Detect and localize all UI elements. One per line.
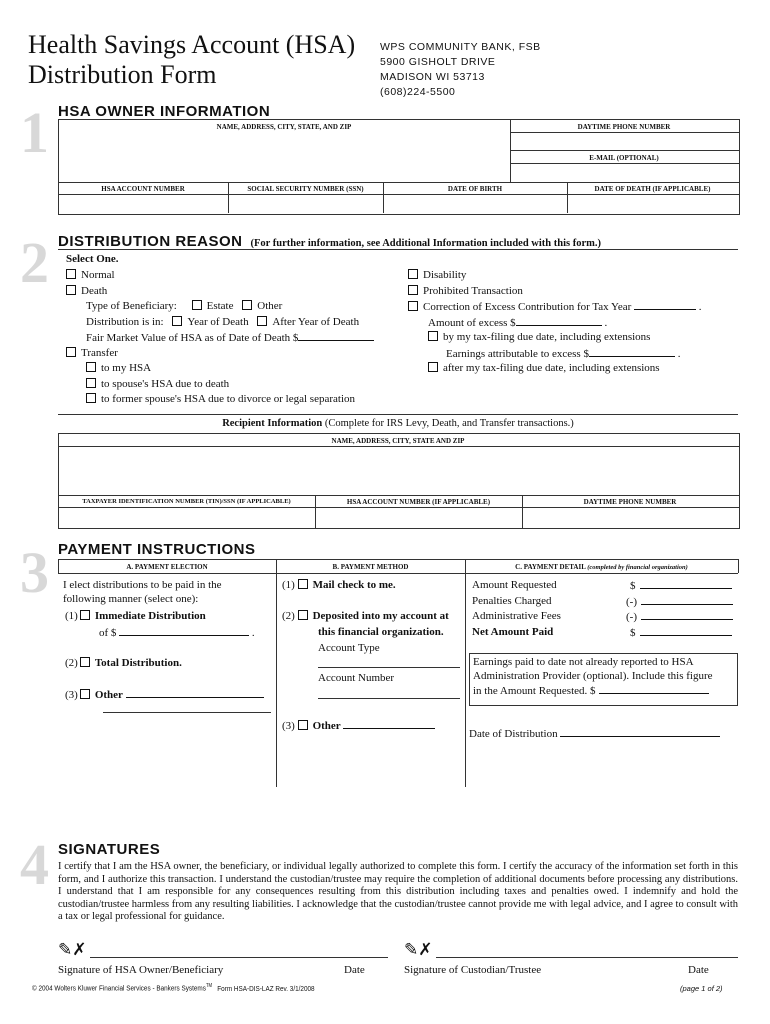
admin-fees-row: (-) — [626, 609, 733, 624]
recipient-name-field[interactable] — [60, 448, 736, 494]
option-to-my-hsa[interactable]: to my HSA — [86, 361, 151, 375]
col-ssn: SOCIAL SECURITY NUMBER (SSN) — [247, 185, 364, 193]
fair-market-value-row: Fair Market Value of HSA as of Date of Death $ — [86, 330, 374, 345]
earnings-box: Earnings paid to date not already reported to HSA Administration Provider (optional). Include this figure in the Amount Requested. $ — [469, 653, 738, 706]
amount-requested-field[interactable] — [640, 578, 732, 589]
checkbox-icon[interactable] — [86, 393, 96, 403]
col-recipient-hsa: HSA ACCOUNT NUMBER (IF APPLICABLE) — [346, 498, 491, 506]
pen-sign-icon: ✎✗ — [58, 940, 87, 960]
net-amount-row: $ — [630, 625, 732, 640]
date-of-distribution-row: Date of Distribution — [469, 726, 720, 741]
select-one-label: Select One. — [66, 253, 119, 265]
checkbox-icon[interactable] — [257, 316, 267, 326]
option-prohibited[interactable]: Prohibited Transaction — [408, 284, 523, 298]
method-option-2[interactable]: (2) Deposited into my account at — [282, 610, 449, 622]
checkbox-icon[interactable] — [428, 331, 438, 341]
earnings-attributable-row: Earnings attributable to excess $ . — [446, 348, 681, 360]
amount-excess-row: Amount of excess $ . — [428, 317, 608, 329]
method-option-1[interactable]: (1) Mail check to me. — [282, 579, 396, 591]
admin-fees-label: Administrative Fees — [472, 610, 561, 622]
amount-requested-row: $ — [630, 578, 732, 593]
col-payment-election: A. PAYMENT ELECTION — [126, 563, 208, 571]
footer-page: (page 1 of 2) — [680, 984, 723, 993]
amount-requested-label: Amount Requested — [472, 579, 557, 591]
checkbox-icon[interactable] — [242, 300, 252, 310]
admin-fees-field[interactable] — [641, 609, 733, 620]
checkbox-icon[interactable] — [298, 579, 308, 589]
col-dod: DATE OF DEATH (IF APPLICABLE) — [594, 185, 711, 193]
col-hsa-account: HSA ACCOUNT NUMBER — [101, 185, 185, 193]
owner-dob-field[interactable] — [385, 196, 566, 212]
tax-year-field[interactable] — [634, 299, 696, 310]
option-disability[interactable]: Disability — [408, 268, 466, 282]
immediate-amount-field[interactable] — [119, 625, 249, 636]
section-heading: HSA OWNER INFORMATION — [58, 103, 271, 120]
checkbox-icon[interactable] — [428, 362, 438, 372]
section-number: 4 — [20, 832, 49, 897]
col-email: E-MAIL (OPTIONAL) — [589, 154, 659, 162]
election-option-1[interactable]: (1) Immediate Distribution — [65, 610, 206, 622]
option-correction[interactable]: Correction of Excess Contribution for Tax Year . — [408, 299, 702, 314]
col-payment-detail: C. PAYMENT DETAIL (completed by financial organization) — [515, 563, 688, 571]
owner-dod-field[interactable] — [569, 196, 737, 212]
account-type-field[interactable] — [318, 667, 460, 668]
section-heading: DISTRIBUTION REASON — [58, 233, 243, 250]
owner-email-field[interactable] — [512, 165, 737, 181]
election-option-2[interactable]: (2) Total Distribution. — [65, 657, 182, 669]
method-option-3[interactable]: (3) Other — [282, 718, 435, 733]
election-option-3[interactable]: (3) Other — [65, 687, 264, 702]
account-number-label: Account Number — [318, 672, 395, 684]
footer-copyright: © 2004 Wolters Kluwer Financial Services - Bankers Systems™ Form HSA-DIS-LAZ Rev. 3/1/2008 — [32, 983, 315, 993]
checkbox-icon[interactable] — [408, 301, 418, 311]
col-dob: DATE OF BIRTH — [447, 185, 503, 193]
owner-signature-field[interactable] — [90, 957, 388, 958]
owner-signature-label: Signature of HSA Owner/Beneficiary — [58, 964, 224, 976]
section-number: 1 — [20, 100, 49, 165]
col-payment-method: B. PAYMENT METHOD — [332, 563, 409, 571]
checkbox-icon[interactable] — [66, 285, 76, 295]
col-tin: TAXPAYER IDENTIFICATION NUMBER (TIN)/SSN (IF APPLICABLE) — [82, 498, 291, 505]
option-normal[interactable]: Normal — [66, 268, 115, 282]
method-other-field[interactable] — [343, 718, 435, 729]
earnings-attributable-field[interactable] — [589, 346, 675, 357]
recipient-phone-field[interactable] — [524, 509, 736, 526]
custodian-signature-field[interactable] — [436, 957, 738, 958]
account-number-field[interactable] — [318, 698, 460, 699]
option-by-due-date[interactable]: by my tax-filing due date, including extensions — [428, 330, 650, 344]
custodian-date-label: Date — [688, 964, 709, 976]
account-type-label: Account Type — [318, 642, 380, 654]
pen-sign-icon: ✎✗ — [404, 940, 433, 960]
election-other-field-2[interactable] — [103, 712, 271, 713]
penalties-label: Penalties Charged — [472, 595, 552, 607]
custodian-signature-label: Signature of Custodian/Trustee — [404, 964, 542, 976]
option-death[interactable]: Death — [66, 284, 107, 298]
form-title: Health Savings Account (HSA) Distribution Form — [28, 30, 356, 89]
recipient-hsa-field[interactable] — [317, 509, 520, 526]
section-heading: SIGNATURES — [58, 841, 161, 858]
penalties-field[interactable] — [641, 594, 733, 605]
bank-address-block: WPS COMMUNITY BANK, FSB 5900 GISHOLT DRIVE MADISON WI 53713 (608)224-5500 — [380, 41, 541, 98]
option-transfer[interactable]: Transfer — [66, 346, 118, 360]
fmv-field[interactable] — [298, 330, 374, 341]
section-number: 2 — [20, 230, 49, 295]
checkbox-icon[interactable] — [80, 689, 90, 699]
net-amount-label: Net Amount Paid — [472, 626, 554, 638]
col-recipient-name: NAME, ADDRESS, CITY, STATE AND ZIP — [331, 437, 465, 445]
earnings-field[interactable] — [599, 683, 709, 694]
owner-phone-field[interactable] — [512, 134, 737, 149]
section-number: 3 — [20, 540, 49, 605]
col-daytime-phone: DAYTIME PHONE NUMBER — [577, 123, 671, 131]
owner-name-address-field[interactable] — [60, 134, 508, 180]
checkbox-icon[interactable] — [298, 720, 308, 730]
recipient-tin-field[interactable] — [60, 509, 313, 526]
option-after-due-date[interactable]: after my tax-filing due date, including extensions — [428, 361, 660, 375]
net-amount-field[interactable] — [640, 625, 732, 636]
checkbox-icon[interactable] — [80, 657, 90, 667]
section-heading: PAYMENT INSTRUCTIONS — [58, 541, 256, 558]
checkbox-icon[interactable] — [408, 269, 418, 279]
checkbox-icon[interactable] — [86, 362, 96, 372]
owner-account-field[interactable] — [60, 196, 227, 212]
checkbox-icon[interactable] — [66, 347, 76, 357]
col-name-address: NAME, ADDRESS, CITY, STATE, AND ZIP — [216, 123, 352, 131]
amount-excess-field[interactable] — [516, 315, 602, 326]
method-option-2-line2: this financial organization. — [318, 626, 444, 638]
checkbox-icon[interactable] — [298, 610, 308, 620]
checkbox-icon[interactable] — [192, 300, 202, 310]
checkbox-icon[interactable] — [172, 316, 182, 326]
checkbox-icon[interactable] — [86, 378, 96, 388]
col-recipient-phone: DAYTIME PHONE NUMBER — [583, 498, 677, 506]
recipient-info-heading: Recipient Information (Complete for IRS Levy, Death, and Transfer transactions.) — [222, 418, 574, 429]
beneficiary-type-row: Type of Beneficiary: Estate Other — [86, 300, 283, 312]
heading-note: (For further information, see Additional Information included with this form.) — [250, 238, 601, 249]
certification-paragraph: I certify that I am the HSA owner, the beneficiary, or individual legally authorized to complete this form. I certify the accuracy of the information set forth in this form, and I authorize this transaction. I understand the custodian/trustee may require the completion of additional documents before processing any distributions. I understand that I am responsible for any consequences resulting from this distribution including taxes and penalties owed. I indemnify and hold the custodian/trustee harmless from any resulting liabilities. I acknowledge that the custodian/trustee cannot provide me with legal advice, and I agree to consult with a tax or legal professional for guidance. — [58, 861, 738, 923]
immediate-amount-row: of $ . — [99, 627, 255, 639]
owner-ssn-field[interactable] — [230, 196, 382, 212]
penalties-row: (-) — [626, 594, 733, 609]
date-of-distribution-field[interactable] — [560, 726, 720, 737]
option-to-former-spouse[interactable]: to former spouse's HSA due to divorce or legal separation — [86, 392, 355, 406]
owner-date-label: Date — [344, 964, 365, 976]
election-instructions: I elect distributions to be paid in the following manner (select one): — [63, 579, 222, 605]
option-to-spouse[interactable]: to spouse's HSA due to death — [86, 377, 229, 391]
checkbox-icon[interactable] — [80, 610, 90, 620]
checkbox-icon[interactable] — [408, 285, 418, 295]
checkbox-icon[interactable] — [66, 269, 76, 279]
election-other-field[interactable] — [126, 687, 264, 698]
distribution-in-row: Distribution is in: Year of Death After Year of Death — [86, 316, 360, 328]
